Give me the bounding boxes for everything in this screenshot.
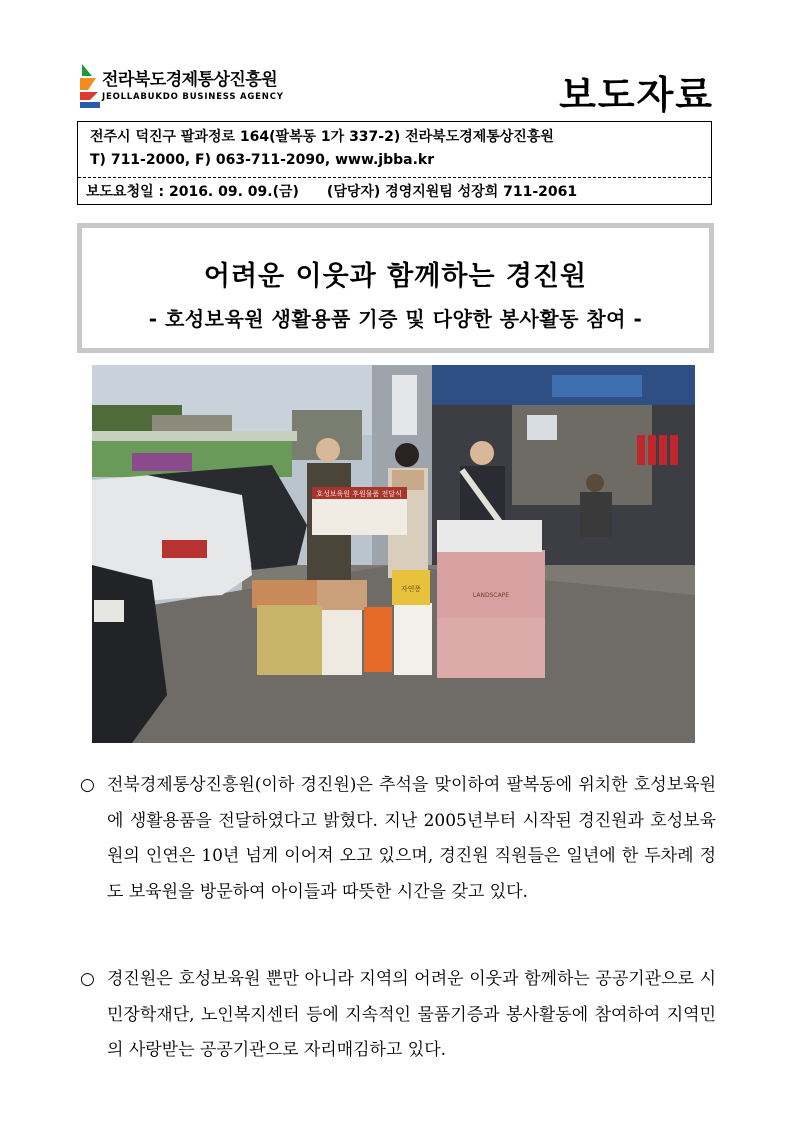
manager-info: (담당자) 경영지원팀 성장희 711-2061 [326, 184, 578, 200]
donation-photo [92, 365, 695, 743]
detergent-label: 자연퐁 [400, 585, 422, 593]
subheadline: - 호성보육원 생활용품 기증 및 다양한 봉사활동 참여 - [148, 307, 643, 331]
logo-title: 전라북도경제통상진흥원 [102, 70, 278, 90]
box-brand-label: LANDSCAPE [472, 592, 510, 599]
donation-photo-image [92, 365, 695, 743]
bullet-marker: ○ [80, 969, 95, 989]
logo-subtitle: JEOLLABUKDO BUSINESS AGENCY [102, 92, 284, 102]
press-release-title: 보도자료 [559, 73, 714, 117]
headline: 어려운 이웃과 함께하는 경진원 [203, 261, 588, 292]
agency-logo-icon [78, 62, 100, 110]
agency-logo [78, 62, 284, 112]
contact-info-box [77, 121, 712, 205]
banner-text: 호성보육원 후원물품 전달식 [316, 490, 402, 498]
headline-box [77, 223, 714, 353]
request-info-line [86, 181, 605, 201]
paragraph-text: 경진원은 호성보육원 뿐만 아니라 지역의 어려운 이웃과 함께하는 공공기관으로 시민장학재단, 노인복지센터 등에 지속적인 물품기증과 봉사활동에 참여하여 지역민의 사랑받는 공공기관으로 자리매김하고 있다. [107, 969, 716, 1060]
body-paragraph-2 [80, 962, 716, 1069]
body-paragraph-1 [80, 768, 716, 910]
request-date: 보도요청일 : 2016. 09. 09.(금) [86, 184, 299, 200]
address-line: 전주시 덕진구 팔과정로 164(팔복동 1가 337-2) 전라북도경제통상진흥원 [90, 129, 554, 145]
paragraph-text: 전북경제통상진흥원(이하 경진원)은 추석을 맞이하여 팔복동에 위치한 호성보육원에 생활용품을 전달하였다고 밝혔다. 지난 2005년부터 시작된 경진원과 호성보육원의 인연은 10년 넘게 이어져 오고 있으며, 경진원 직원들은 일년에 한 두차례 정도 보육원을 방문하여 아이들과 따뜻한 시간을 갖고 있다. [107, 775, 716, 902]
dashed-divider [78, 177, 711, 178]
bullet-marker: ○ [80, 775, 95, 795]
contact-line: T) 711-2000, F) 063-711-2090, www.jbba.kr [90, 152, 435, 168]
